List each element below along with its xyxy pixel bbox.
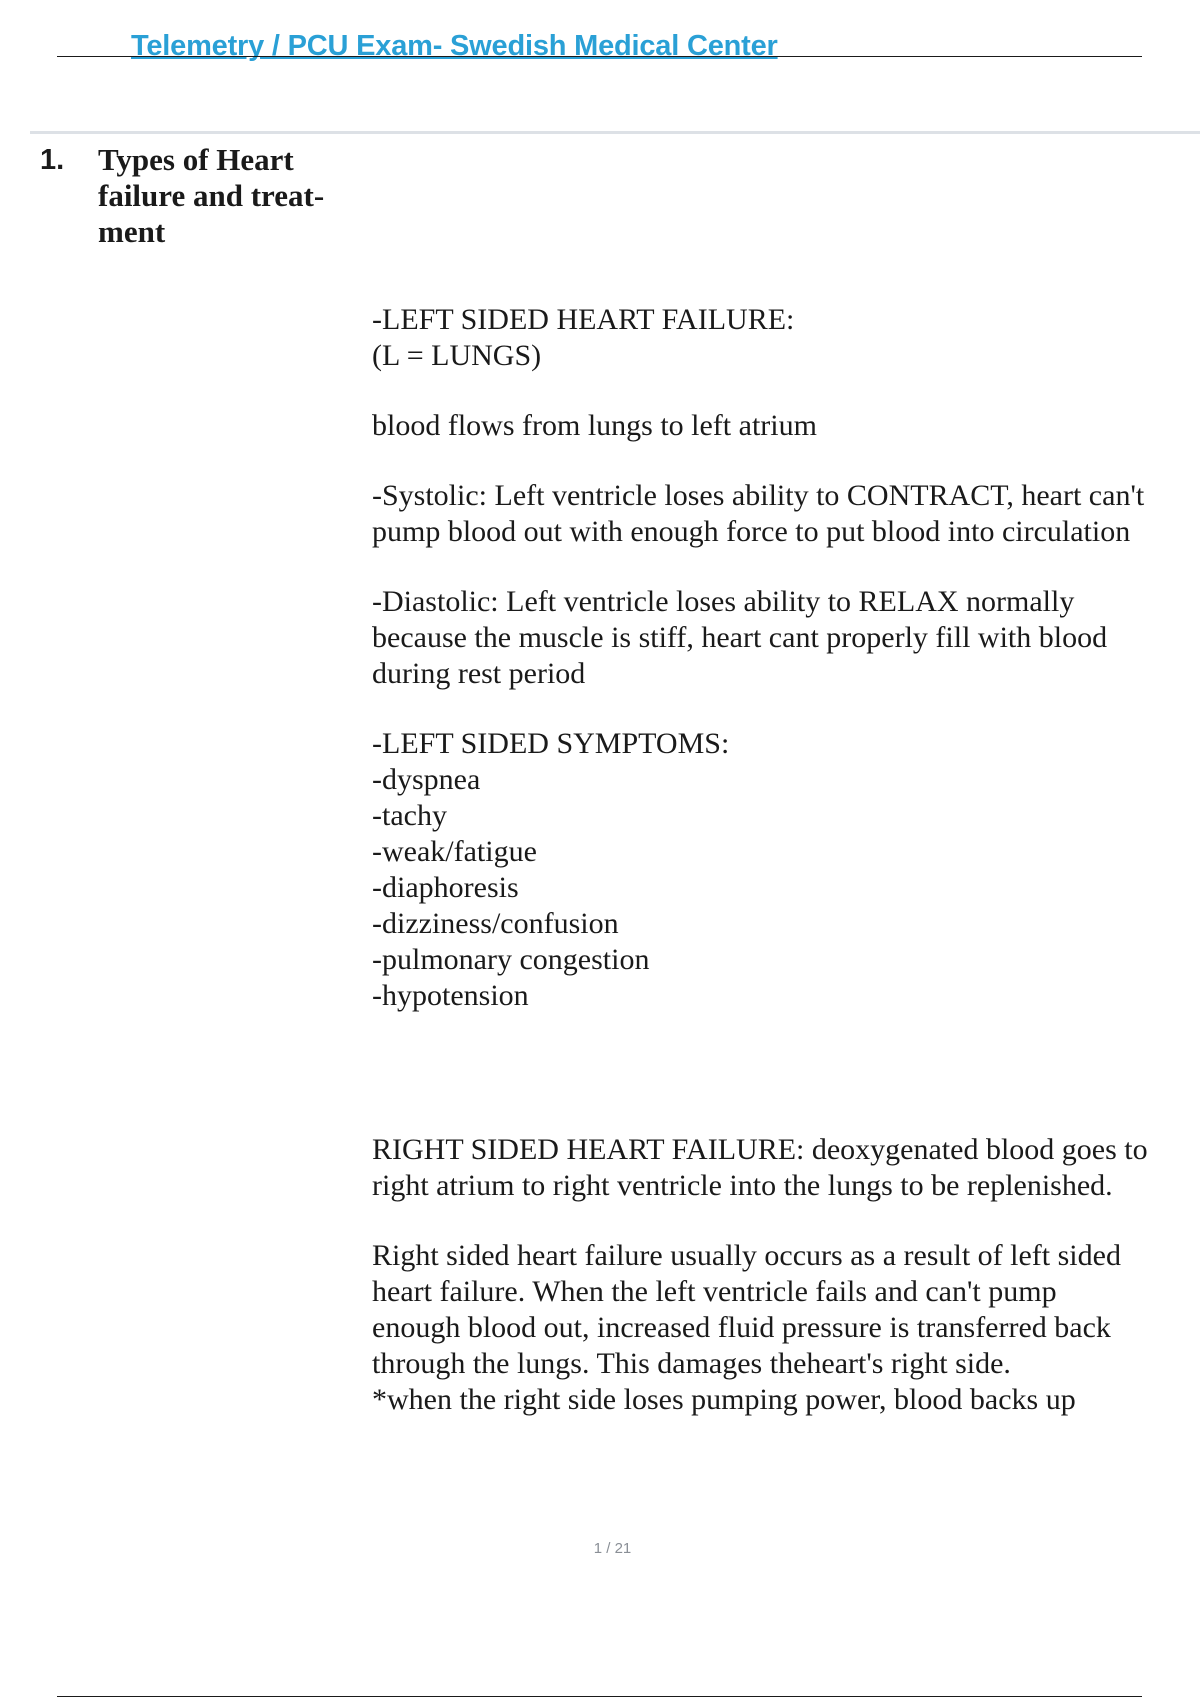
- symptom-item: -tachy: [372, 799, 447, 832]
- page-header: [57, 0, 1142, 70]
- symptoms-title: -LEFT SIDED SYMPTOMS:: [372, 727, 730, 760]
- question-term: Types of Heart failure and treat- ment: [98, 142, 325, 249]
- right-sided-cause: Right sided heart failure usually occurs as a result of left sided heart failure. When the left ventricle fails and can't pump enough blood out, increased fluid pressure is transferred back through the lungs. This damages theheart's right side.: [372, 1239, 1121, 1380]
- symptom-list: [372, 762, 1152, 1014]
- symptom-item: -hypotension: [372, 979, 529, 1012]
- left-sided-title: -LEFT SIDED HEART FAILURE: (L = LUNGS): [372, 303, 795, 372]
- diastolic-definition: -Diastolic: Left ventricle loses ability to RELAX normally because the muscle is stiff, heart cant properly fill with blood during rest period: [372, 585, 1108, 690]
- header-rule: [57, 56, 1142, 57]
- symptom-item: -dyspnea: [372, 763, 481, 796]
- footer-rule: [57, 1696, 1142, 1697]
- symptom-item: -weak/fatigue: [372, 835, 537, 868]
- symptom-item: -pulmonary congestion: [372, 943, 650, 976]
- symptom-item: -dizziness/confusion: [372, 907, 619, 940]
- question-number: 1.: [40, 144, 65, 176]
- page-number: 1 / 21: [593, 1540, 632, 1557]
- right-sided-note: *when the right side loses pumping power, blood backs up: [372, 1383, 1076, 1416]
- right-sided-title: RIGHT SIDED HEART FAILURE: deoxygenated blood goes to right atrium to right ventricle into the lungs to be replenished.: [372, 1133, 1148, 1202]
- systolic-definition: -Systolic: Left ventricle loses ability to CONTRACT, heart can't pump blood out with enough force to put blood into circulation: [372, 479, 1145, 548]
- spacer: [372, 1014, 1152, 1132]
- document-title: Telemetry / PCU Exam- Swedish Medical Center: [131, 30, 778, 62]
- answer-body: [372, 302, 1152, 1418]
- section-divider: [30, 131, 1200, 134]
- symptom-item: -diaphoresis: [372, 871, 519, 904]
- left-sided-flow: blood flows from lungs to left atrium: [372, 409, 817, 442]
